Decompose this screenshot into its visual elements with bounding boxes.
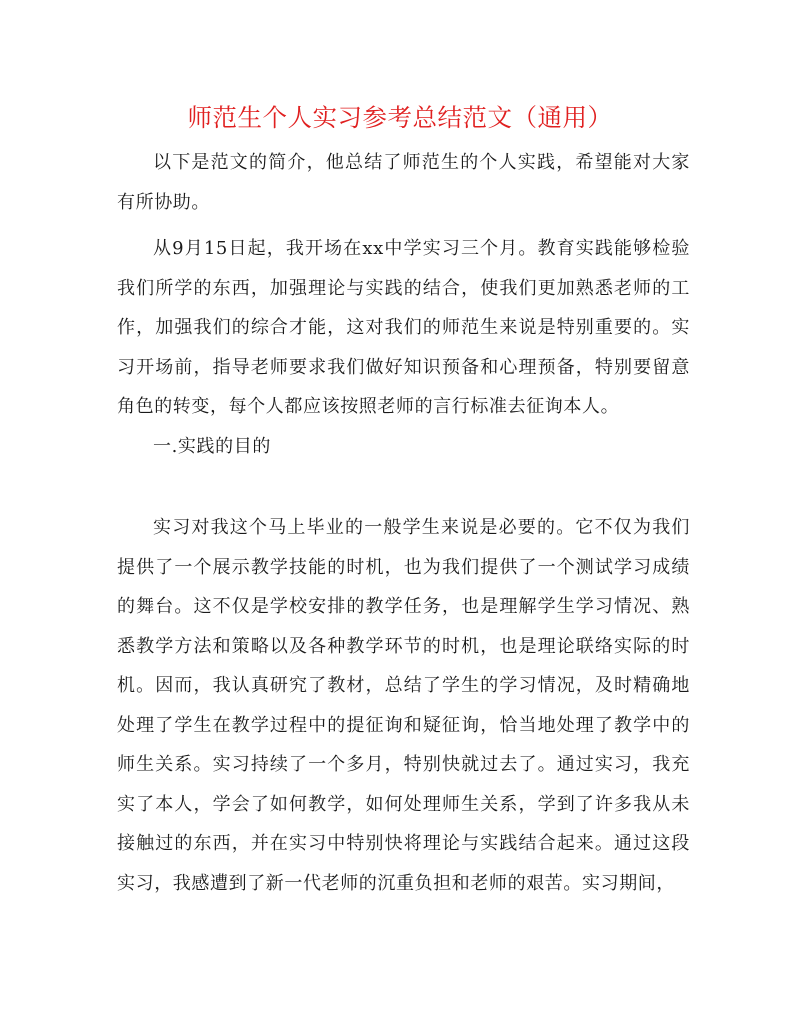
section-heading-block bbox=[117, 427, 690, 467]
paragraph-internship-start: 从9月15日起，我开场在xx中学实习三个月。教育实践能够检验我们所学的东西，加强理论与实践的结合，使我们更加熟悉老师的工作，加强我们的综合才能，这对我们的师范生来说是特别重要的。实习开场前，指导老师要求我们做好知识预备和心理预备，特别要留意角色的转变，每个人都应该按照老师的言行标准去征询本人。 bbox=[117, 238, 690, 417]
purpose-paragraph-block bbox=[117, 508, 690, 903]
intro-paragraph-block bbox=[117, 143, 690, 222]
section-heading-purpose: 一.实践的目的 bbox=[153, 436, 271, 457]
document-title: 师范生个人实习参考总结范文（通用） bbox=[187, 103, 613, 132]
paragraph-intro: 以下是范文的简介，他总结了师范生的个人实践，希望能对大家有所协助。 bbox=[117, 152, 690, 213]
paragraph-purpose: 实习对我这个马上毕业的一般学生来说是必要的。它不仅为我们提供了一个展示教学技能的时机，也为我们提供了一个测试学习成绩的舞台。这不仅是学校安排的教学任务，也是理解学生学习情况、熟悉教学方法和策略以及各种教学环节的时机，也是理论联络实际的时机。因而，我认真研究了教材，总结了学生的学习情况，及时精确地处理了学生在教学过程中的提征询和疑征询，恰当地处理了教学中的师生关系。实习持续了一个多月，特别快就过去了。通过实习，我充实了本人，学会了如何教学，如何处理师生关系，学到了许多我从未接触过的东西，并在实习中特别快将理论与实践结合起来。通过这段实习，我感遭到了新一代老师的沉重负担和老师的艰苦。实习期间， bbox=[117, 517, 690, 894]
internship-start-paragraph-block bbox=[117, 229, 690, 427]
